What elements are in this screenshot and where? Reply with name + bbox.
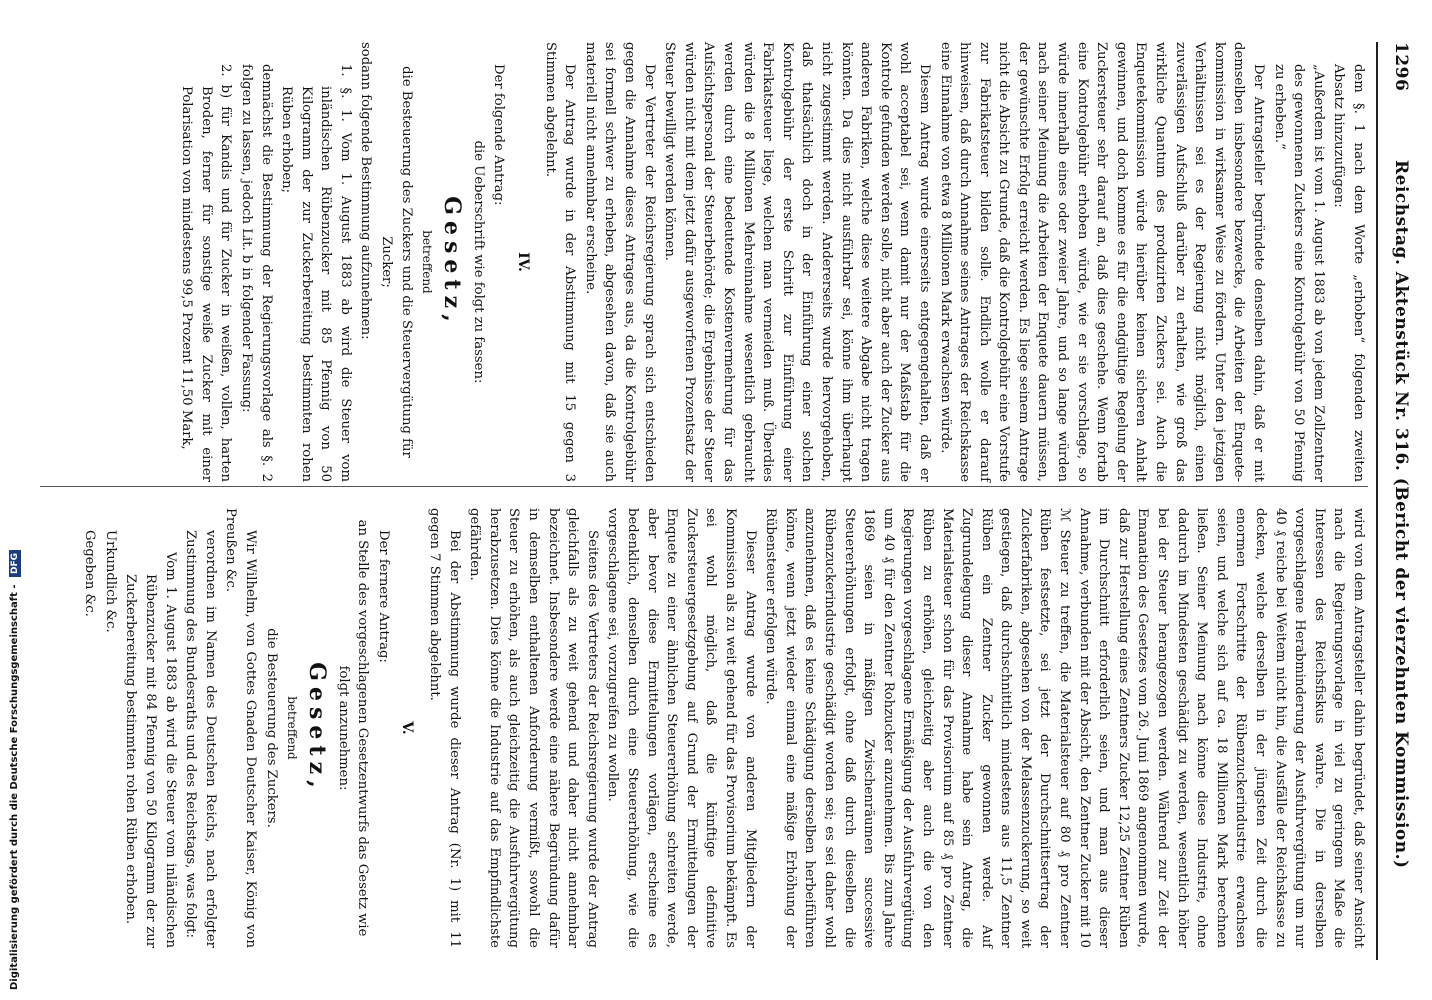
paragraph: die Besteuerung des Zuckers. (263, 628, 279, 828)
page-number: 1296 (1391, 42, 1411, 92)
digitization-credit (4, 0, 26, 990)
paragraph: sodann folgende Bestimmung aufzunehmen: (358, 42, 374, 340)
paragraph: die Besteuerung des Zuckers und die Steuervergütung für Zucker; (379, 66, 414, 458)
paragraph: Der Vertreter der Reichsregierung sprach sich entschieden gegen die Annahme dieses Antrages aus, da die Kontrolgebühr sei formell schwer zu erheben, abgesehen davon, daß sie auch materiell nicht annehmbar erscheine. (582, 42, 657, 482)
dfg-logo: DFG (9, 550, 21, 577)
credit-text: Digitalisierung gefördert durch die Deutsche Forschungsgemeinschaft - (9, 584, 20, 990)
paragraph: Der Antragsteller begründete denselben dahin, daß er mit demselben insbesondere bezwecke, die Arbeiten der Enquete-kommission in wirksamer Weise zu fördern. Unter den jetzigen Verhältnissen sei es der Regierung nicht möglich, einen zuverlässigen Aufschluß darüber zu erhalten, wie groß das wirkliche Quantum des produzirten Zuckers sei. Auch die Enquetekommission würde hierüber keinen sicheren Anhalt gewinnen, und doch komme es für die endgültige Regelung der Zuckersteuer sehr darauf an, daß dies geschehe. Wenn fortab eine Kontrolgebühr erhoben würde, wie er sie vorschlage, so würde innerhalb eines oder zweier Jahre, und so lange würden nach seiner Meinung die Arbeiten der Enquete dauern müssen, der gewünschte Erfolg erreicht werden. Es liege seinem Antrage nicht die Absicht zu Grunde, daß die Kontrolgebühr eine Vorstufe zur Fabrikatsteuer bilden solle. Endlich wolle er darauf hinweisen, daß durch Annahme seines Antrages der Reichskasse eine Einnahme von etwa 8 Millionen Mark erwachsen würde. (937, 42, 1267, 482)
paragraph: Der fernere Antrag: (375, 530, 391, 663)
page-header (1376, 42, 1426, 960)
paragraph: 2. b) für Kandis und für Zucker in weißen, vollen, harten Broden, ferner für sonstige weiße Zucker mit einer Polarisation von mindestens 99,5 Prozent 11,50 Mark, (179, 64, 234, 482)
paragraph: betreffend (285, 696, 300, 760)
paragraph: Dieser Antrag wurde von anderen Mitgliedern der Kommission als zu weit gehend für das Provisorium bekämpft. Es sei wohl möglich, daß die künftige definitive Zuckersteuergesetzgebung auf Grund der Ermittelungen der Enquete zu einer ähnlichen Steuererhöhung schreiten werde, aber bevor diese Ermittelungen vorlägen, erscheine es bedenklich, denselben durch eine Steuererhöhung, wie die vorgeschlagene sei, vorzugreifen zu wollen. (605, 508, 758, 948)
paragraph: dem §. 1 nach dem Worte „erhoben“ folgenden zweiten Absatz hinzuzufügen: (1331, 64, 1366, 482)
paragraph: verordnen im Namen des Deutschen Reichs, nach erfolgter Zustimmung des Bundesraths und des Reichstags, was folgt: (183, 530, 218, 948)
paragraph: wird von dem Antragsteller dahin begründet, daß seiner Ansicht nach die Regierungsvorlage in viel zu geringem Maße die Interessen des Reichsfiskus wahre. Die in derselben vorgeschlagene Herabminderung der Ausfuhrvergütung um nur 40 ₰ reiche bei Weitem nicht hin, die Ausfälle der Reichskasse zu decken, welche derselben in der jüngsten Zeit durch die enormen Fortschritte der Rübenzuckerindustrie erwachsen seien, und welche sich auf ca. 18 Millionen Mark berechnen ließen. Seiner Meinung nach könne diese Industrie, ohne dadurch im Mindesten geschädigt zu werden, wesentlich höher bei der Steuer herangezogen werden. Während zur Zeit der Emanation des Gesetzes vom 26. Juni 1869 angenommen wurde, daß zur Herstellung eines Zentners Zucker 12,25 Zentner Rüben im Durchschnitt erforderlich seien, und man aus dieser Annahme, verbunden mit der Absicht, den Zentner Zucker mit 10 ℳ Steuer zu treffen, die Materialsteuer auf 80 ₰ pro Zentner Rüben festsetzte, sei jetzt der Durchschnittsertrag der Zuckerfabriken, abgesehen von der Melassenzuckerung, so weit gestiegen, daß durchschnittlich mindestens aus 11,5 Zentner Rüben ein Zentner Zucker gewonnen werde. Auf Zugrundelegung dieser Annahme habe sein Antrag, die Materialsteuer schon für das Provisorium auf 85 ₰ pro Zentner Rüben zu erhöhen, gleichzeitig aber auch die von den Regierungen vorgeschlagene Ermäßigung der Ausfuhrvergütung um 40 ₰ für den Zentner Rohzucker anzunehmen. Bis zum Jahre 1869 seien in mäßigen Zwischenräumen successive Steuererhöhungen erfolgt, ohne daß durch dieselben die Rübenzuckerindustrie geschädigt worden sei; es sei daher wohl anzunehmen, daß es keine Schädigung derselben herbeiführen könne, wenn jetzt wieder einmal eine mäßige Erhöhung der Rübensteuer erfolgen würde. (763, 508, 1366, 948)
header-rule (1376, 42, 1378, 960)
paragraph: an Stelle des vorgeschlagenen Gesetzentwurfs das Gesetz wie folgt anzunehmen: (335, 519, 371, 937)
column-divider (40, 486, 1368, 487)
right-column (79, 508, 1368, 948)
paragraph: Gesetz, (439, 196, 466, 328)
paragraph: Bei der Abstimmung wurde dieser Antrag (Nr. 1) mit 11 gegen 7 Stimmen abgelehnt. (427, 508, 462, 948)
paragraph: 1. §. 1. Vom 1. August 1883 ab wird die Steuer vom inländischen Rübenzucker mit 85 Pfennig von 50 Kilogramm der zur Zuckerbereitung bestimmten rohen Rüben erhoben; (279, 64, 353, 482)
paragraph: Diesem Antrag wurde einerseits entgegengehalten, daß er wohl acceptabel sei, wenn damit nur der Maßstab für die Kontrole gefunden werden solle, nicht aber auch der Zucker aus anderen Fabriken, welche diese weitere Abgabe nicht tragen könnten. Da dies nicht ausführbar sei, könne ihm überhaupt nicht zugestimmt werden. Andererseits wurde hervorgehoben, daß thatsächlich doch in der Einführung einer solchen Kontrolgebühr der erste Schritt zur Einführung einer Fabrikatsteuer liege, welchen man vermeiden muß. Überdies würden die 8 Millionen Mehreinnahme wesentlich gebraucht werden durch eine bedeutende Kostenvermehrung für das Aufsichtspersonal der Steuerbehörde; die Ergebnisse der Steuer würden nicht mit dem jetzt dafür ausgeworfenen Prozentsatz der Steuer bewilligt werden können. (662, 42, 932, 482)
paragraph: betreffend (420, 230, 435, 294)
paragraph: IV. (515, 252, 532, 272)
paragraph: „Außerdem ist vom 1. August 1883 ab von jedem Zollzentner des gewonnenen Zuckers eine Kontrolgebühr von 50 Pfennig zu erheben.“ (1271, 64, 1326, 482)
paragraph: die Ueberschrift wie folgt zu fassen: (470, 140, 486, 384)
paragraph: Der folgende Antrag: (491, 64, 507, 206)
paragraph: Seitens des Vertreters der Reichsregierung wurde der Antrag gleichfalls als zu weit gehend und daher nicht annehmbar bezeichnet. Insbesondere werde eine nähere Begründung dafür in demselben enthaltenen Anforderung vermißt, sowohl die Steuer zu erhöhen, als auch gleichzeitig die Ausfuhrvergütung herabzusetzen. Dies könne die Industrie auf das Empfindlichste gefährden. (467, 508, 600, 948)
paragraph: Gesetz, (304, 662, 331, 794)
paragraph: Der Antrag wurde in der Abstimmung mit 15 gegen 3 Stimmen abgelehnt. (542, 42, 578, 482)
paragraph: V. (399, 721, 416, 735)
paragraph: demnächst die Bestimmung der Regierungsvorlage als §. 2 folgen zu lassen, jedoch Lit. b in folgender Fassung: (238, 64, 274, 482)
paragraph: Gegeben &c. (82, 530, 98, 617)
running-title: Reichstag. Aktenstück Nr. 316. (Bericht der vierzehnten Kommission.) (1391, 160, 1411, 869)
paragraph: Vom 1. August 1883 ab wird die Steuer vom inländischen Rübenzucker mit 84 Pfennig von 50 Kilogramm der zur Zuckerbereitung bestimmten rohen Rüben erhoben. (123, 552, 178, 948)
paragraph: Urkundlich &c. (102, 530, 118, 633)
paragraph: Wir Wilhelm, von Gottes Gnaden Deutscher Kaiser, König von Preußen &c. (223, 508, 258, 948)
left-column (176, 42, 1368, 482)
